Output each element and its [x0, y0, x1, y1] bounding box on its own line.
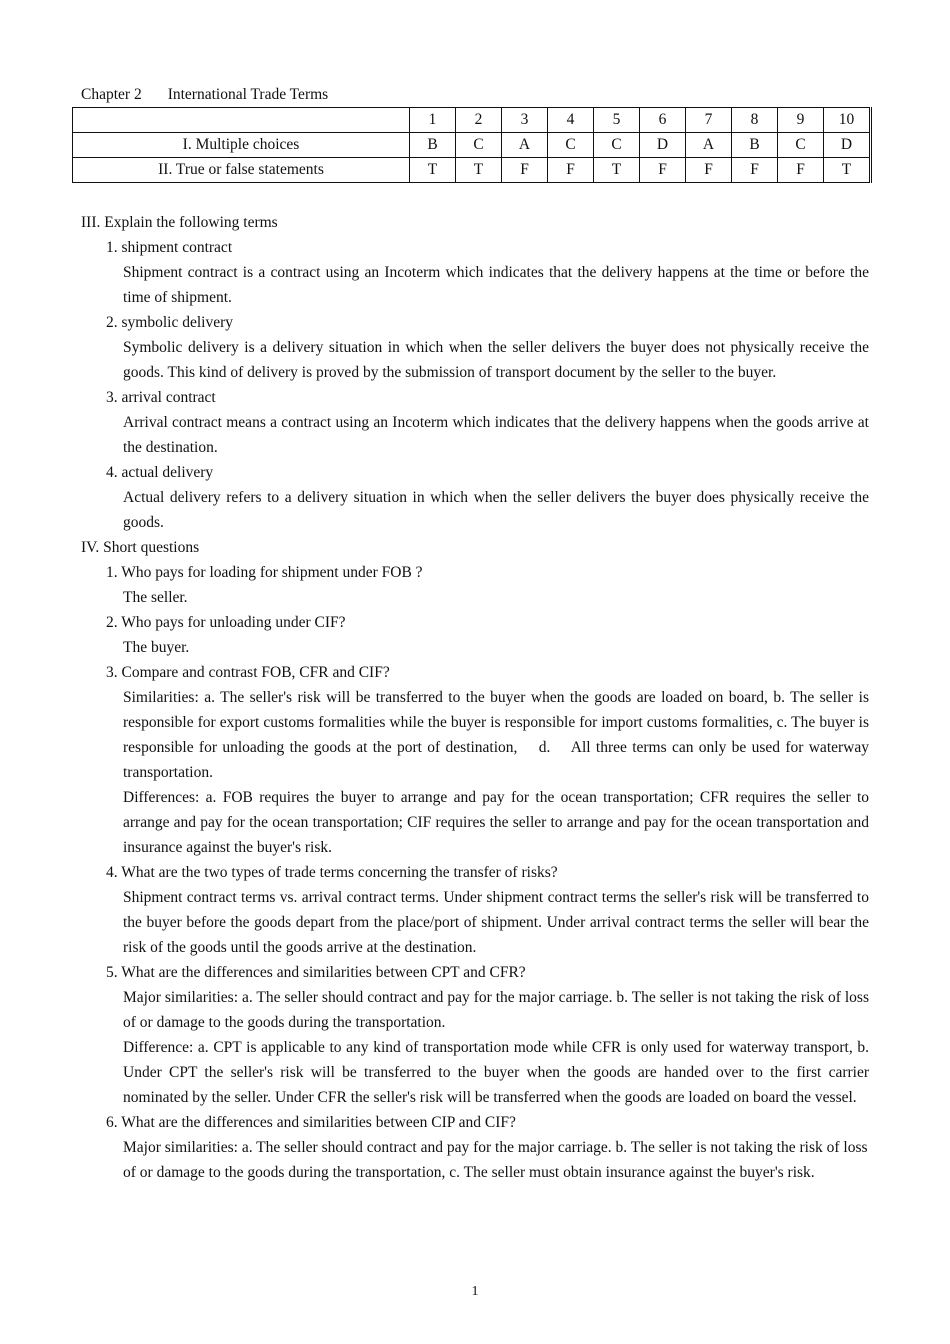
- answer-cell: D: [640, 133, 686, 158]
- question: 3. Compare and contrast FOB, CFR and CIF?: [106, 664, 390, 681]
- question: 1. Who pays for loading for shipment under FOB ?: [106, 564, 423, 581]
- column-header: 3: [502, 108, 548, 133]
- answer-cell: T: [456, 158, 502, 183]
- answer-table: [72, 107, 872, 183]
- term-heading: 3. arrival contract: [106, 389, 216, 406]
- answer-cell: T: [594, 158, 640, 183]
- term-definition: Arrival contract means a contract using an Incoterm which indicates that the delivery happens when the goods arrive at the destination.: [123, 414, 869, 456]
- answer-paragraph: The buyer.: [123, 639, 190, 656]
- answer-paragraph: Differences: a. FOB requires the buyer to arrange and pay for the ocean transportation; CFR requires the seller to arrange and pay for the ocean transportation; CIF requires the seller to arrange and pay for the ocean transportation and insurance against the buyer's risk.: [123, 789, 869, 856]
- answer-paragraph: Major similarities: a. The seller should contract and pay for the major carriage. b. The seller is not taking the risk of loss of or damage to the goods during the transportation.: [123, 989, 869, 1031]
- answer-cell: T: [410, 158, 456, 183]
- answer-cell: A: [502, 133, 548, 158]
- answer-paragraph: The seller.: [123, 589, 188, 606]
- answer-cell: F: [778, 158, 824, 183]
- answer-cell: B: [410, 133, 456, 158]
- chapter-number: Chapter 2: [81, 86, 142, 103]
- chapter-heading: [81, 85, 328, 105]
- term-heading: 4. actual delivery: [106, 464, 214, 481]
- column-header: 10: [824, 108, 871, 133]
- question: 4. What are the two types of trade terms concerning the transfer of risks?: [106, 864, 558, 881]
- answer-paragraph: Difference: a. CPT is applicable to any kind of transportation mode while CFR is only used for waterway transport, b. Under CPT the seller's risk will be transferred to the buyer when the goods are handed over to the first carrier nominated by the seller. Under CFR the seller's risk will be transferred when the goods are loaded on board the vessel.: [123, 1039, 869, 1106]
- answer-paragraph: Major similarities: a. The seller should contract and pay for the major carriage. b. The seller is not taking the risk of loss of or damage to the goods during the transportation, c. The seller must obtain insurance against the buyer's risk.: [123, 1139, 868, 1181]
- answer-cell: F: [686, 158, 732, 183]
- term-definition: Symbolic delivery is a delivery situation in which when the seller delivers the buyer does not physically receive the goods. This kind of delivery is proved by the submission of transport document by the seller to the buyer.: [123, 339, 869, 381]
- body-text: [81, 210, 881, 1185]
- answer-paragraph: Shipment contract terms vs. arrival contract terms. Under shipment contract terms the seller's risk will be transferred to the buyer before the goods depart from the place/port of shipment. Under arrival contract terms the seller will bear the risk of the goods until the goods arrive at the destination.: [123, 889, 869, 956]
- answer-cell: D: [824, 133, 871, 158]
- term-definition: Shipment contract is a contract using an Incoterm which indicates that the delivery happens at the time or before the time of shipment.: [123, 264, 869, 306]
- answer-cell: C: [456, 133, 502, 158]
- column-header: 9: [778, 108, 824, 133]
- answer-cell: C: [594, 133, 640, 158]
- question: 6. What are the differences and similarities between CIP and CIF?: [106, 1114, 516, 1131]
- answer-cell: C: [548, 133, 594, 158]
- answer-cell: C: [778, 133, 824, 158]
- question: 5. What are the differences and similarities between CPT and CFR?: [106, 964, 526, 981]
- question: 2. Who pays for unloading under CIF?: [106, 614, 346, 631]
- column-header: 6: [640, 108, 686, 133]
- term-heading: 2. symbolic delivery: [106, 314, 233, 331]
- answer-cell: T: [824, 158, 871, 183]
- row-label: II. True or false statements: [73, 158, 410, 183]
- page-number: 1: [471, 1284, 479, 1299]
- term-heading: 1. shipment contract: [106, 239, 233, 256]
- column-header: 7: [686, 108, 732, 133]
- column-header: 2: [456, 108, 502, 133]
- answer-paragraph: Similarities: a. The seller's risk will be transferred to the buyer when the goods are loaded on board, b. The seller is responsible for export customs formalities while the buyer is responsible for import customs formalities, c. The buyer is responsible for unloading the goods at the port of destination, d. All three terms can only be used for waterway transportation.: [123, 689, 873, 781]
- table-row-true-false: [73, 158, 871, 183]
- answer-cell: F: [640, 158, 686, 183]
- header-blank-cell: [73, 108, 410, 133]
- column-header: 8: [732, 108, 778, 133]
- table-row-multiple-choices: [73, 133, 871, 158]
- column-header: 5: [594, 108, 640, 133]
- answer-cell: F: [732, 158, 778, 183]
- term-definition: Actual delivery refers to a delivery situation in which when the seller delivers the buyer does physically receive the goods.: [123, 489, 869, 531]
- answer-cell: F: [502, 158, 548, 183]
- answer-table-header-row: [73, 108, 871, 133]
- answer-cell: A: [686, 133, 732, 158]
- column-header: 1: [410, 108, 456, 133]
- chapter-title: International Trade Terms: [167, 86, 329, 103]
- row-label: I. Multiple choices: [73, 133, 410, 158]
- answer-cell: F: [548, 158, 594, 183]
- section-heading: IV. Short questions: [81, 539, 200, 556]
- answer-cell: B: [732, 133, 778, 158]
- section-heading: III. Explain the following terms: [81, 214, 278, 231]
- column-header: 4: [548, 108, 594, 133]
